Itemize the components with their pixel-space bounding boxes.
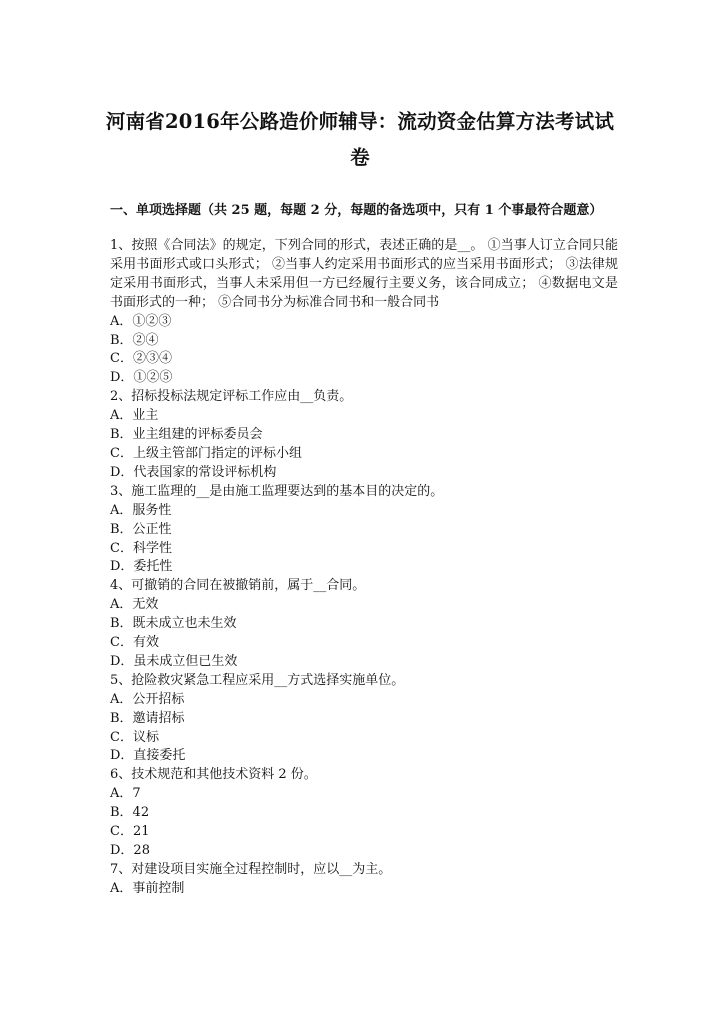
question-6-option-b: B．42 <box>110 805 150 821</box>
question-5-option-d: D．直接委托 <box>110 748 186 764</box>
question-6-option-a: A．7 <box>110 786 141 802</box>
question-2-option-a: A．业主 <box>110 408 159 424</box>
question-4-option-b: B．既未成立也未生效 <box>110 616 237 632</box>
title-line-2: 卷 <box>350 146 370 169</box>
question-3-option-a: A．服务性 <box>110 502 172 518</box>
section-heading: 一、单项选择题（共 25 题，每题 2 分，每题的备选项中，只有 1 个事最符合题意） <box>110 203 603 218</box>
question-1-option-c: C．②③④ <box>110 351 172 367</box>
question-5-option-b: B．邀请招标 <box>110 710 185 726</box>
question-1-option-d: D．①②⑤ <box>110 370 173 386</box>
question-6-option-d: D．28 <box>110 843 150 858</box>
question-1-option-a: A．①②③ <box>110 313 172 329</box>
title-line-1: 河南省2016年公路造价师辅导：流动资金估算方法考试试 <box>105 110 615 133</box>
question-list <box>110 237 618 899</box>
question-4-stem: 4、可撤销的合同在被撤销前，属于__合同。 <box>110 578 366 594</box>
question-4-option-a: A．无效 <box>110 597 159 613</box>
question-3-stem: 3、施工监理的__是由施工监理要达到的基本目的决定的。 <box>110 483 444 499</box>
question-5-option-c: C．议标 <box>110 729 159 745</box>
question-7-stem: 7、对建设项目实施全过程控制时，应以__为主。 <box>110 861 392 877</box>
question-2-option-c: C．上级主管部门指定的评标小组 <box>110 445 302 461</box>
question-4-option-d: D．虽未成立但已生效 <box>110 653 238 669</box>
question-5-stem: 5、抢险救灾紧急工程应采用__方式选择实施单位。 <box>110 672 405 688</box>
question-2-stem: 2、招标投标法规定评标工作应由__负责。 <box>110 389 353 405</box>
question-4-option-c: C．有效 <box>110 635 159 651</box>
question-3-option-b: B．公正性 <box>110 521 172 537</box>
question-1-option-b: B．②④ <box>110 332 159 348</box>
question-6-option-c: C．21 <box>110 824 150 840</box>
question-5-option-a: A．公开招标 <box>110 691 185 707</box>
question-3-option-d: D．委托性 <box>110 559 173 575</box>
question-3-option-c: C．科学性 <box>110 540 172 556</box>
document-title <box>100 104 620 176</box>
question-2-option-b: B．业主组建的评标委员会 <box>110 427 263 443</box>
question-7-option-a: A．事前控制 <box>110 880 185 896</box>
question-1-stem: 1、按照《合同法》的规定，下列合同的形式，表述正确的是__。 ①当事人订立合同只能采用书面形式或口头形式； ②当事人约定采用书面形式的应当采用书面形式； ③法律规定采用书面形式，当事人未采用但一方已经履行主要义务，该合同成立； ④数据电文是书面形式的一种； ⑤合同书分为标准合同书和一般合同书 <box>110 238 618 310</box>
question-6-stem: 6、技术规范和其他技术资料 2 份。 <box>110 767 317 783</box>
question-2-option-d: D．代表国家的常设评标机构 <box>110 464 277 480</box>
